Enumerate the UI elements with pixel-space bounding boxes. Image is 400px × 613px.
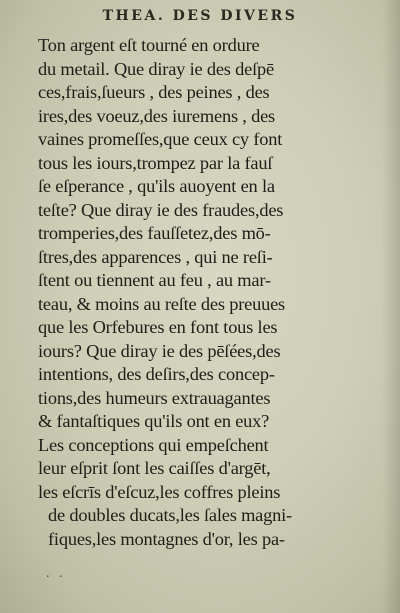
body-text <box>38 34 374 551</box>
text-line: iours? Que diray ie des pēſées,des <box>38 340 281 361</box>
text-line: du metail. Que diray ie des deſpē <box>38 58 274 79</box>
text-line: tromperies,des fauſſetez,des mō- <box>38 223 271 243</box>
text-line: teau, & moins au reſte des preuues <box>38 293 286 314</box>
text-line: tions,des humeurs extrauagantes <box>38 387 271 408</box>
margin-mark: . . <box>46 566 66 581</box>
text-line: Les conceptions qui empeſchent <box>38 434 269 455</box>
text-line: que les Orfebures en font tous les <box>38 317 278 337</box>
text-line: intentions, des deſirs,des concep- <box>38 364 275 384</box>
text-line: les eſcrīs d'eſcuz,les coffres pleins <box>38 481 281 502</box>
text-line: de doubles ducats,les ſales magni- <box>48 505 292 525</box>
text-line: ſe eſperance , qu'ils auoyent en la <box>38 176 275 196</box>
text-line: tous les iours,trompez par la fauſ <box>38 152 273 173</box>
text-line: vaines promeſſes,que ceux cy font <box>38 129 283 149</box>
text-line: & fantaſtiques qu'ils ont en eux? <box>38 411 270 431</box>
page-edge-shadow <box>382 0 400 613</box>
text-line: ſtent ou tiennent au feu , au mar- <box>38 270 271 290</box>
text-line: leur eſprit ſont les caiſſes d'argēt, <box>38 458 271 478</box>
text-line: fiques,les montagnes d'or, les pa- <box>48 528 285 549</box>
text-line: Ton argent eſt tourné en ordure <box>38 35 260 55</box>
running-head: THEA. DES DIVERS <box>102 8 298 24</box>
text-line: teſte? Que diray ie des fraudes,des <box>38 199 284 220</box>
text-line: ces,frais,ſueurs , des peines , des <box>38 82 270 102</box>
text-line: ires,des voeuz,des iuremens , des <box>38 105 276 126</box>
text-line: ſtres,des apparences , qui ne reſi- <box>38 246 273 267</box>
